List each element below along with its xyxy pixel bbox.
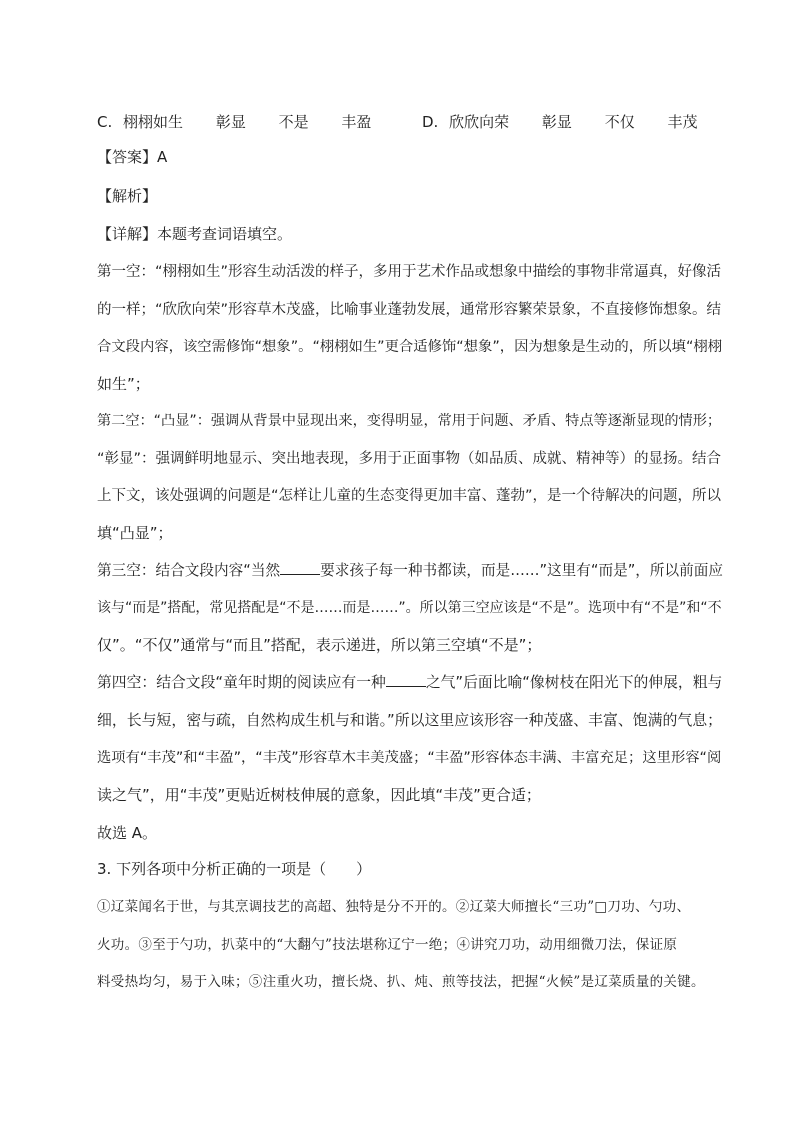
answer-line bbox=[97, 147, 167, 167]
paragraph-line: 如生”； bbox=[97, 375, 150, 393]
paragraph-text: 第三空：结合文段内容“当然 bbox=[97, 562, 281, 579]
paragraph-line: 该与“而是”搭配，常见搭配是“不是……而是……”。所以第三空应该是“不是”。选项中有“不是”和“不 bbox=[97, 600, 722, 616]
fill-blank bbox=[386, 686, 426, 687]
paragraph-line: 的一样；“欣欣向荣”形容草木茂盛，比喻事业蓬勃发展，通常形容繁荣景象，不直接修饰想象。结 bbox=[97, 302, 722, 318]
passage-line: ①辽菜闻名于世，与其烹调技艺的高超、独特是分不开的。②辽菜大师擅长“三功”□刀功、勺功、 bbox=[97, 899, 691, 915]
option-c-word: 不是 bbox=[278, 113, 309, 131]
paragraph-line: 第二空：“凸显”：强调从背景中显现出来，变得明显，常用于问题、矛盾、特点等逐渐显现的情形； bbox=[97, 413, 722, 429]
paragraph-line: 合文段内容，该空需修饰“想象”。“栩栩如生”更合适修饰“想象”，因为想象是生动的，所以填“栩栩 bbox=[97, 339, 723, 355]
paragraph-line: “彰显”：强调鲜明地显示、突出地表现，多用于正面事物（如品质、成就、精神等）的显扬。结合 bbox=[97, 451, 722, 467]
option-d-word: 丰茂 bbox=[667, 113, 698, 131]
option-d bbox=[422, 112, 698, 132]
paragraph-text: 要求孩子每一种书都读，而是……”这里有“而是”，所以前面应 bbox=[320, 562, 724, 579]
conclusion-line: 故选 A。 bbox=[97, 824, 158, 842]
option-d-word: 欣欣向荣 bbox=[449, 113, 510, 131]
option-c-word: 彰显 bbox=[215, 113, 246, 131]
paragraph-text: 第四空：结合文段“童年时期的阅读应有一种 bbox=[97, 674, 386, 691]
paragraph-line bbox=[97, 561, 723, 581]
question-3-stem: 3. 下列各项中分析正确的一项是（ ） bbox=[97, 860, 372, 878]
option-d-word: 不仅 bbox=[604, 113, 635, 131]
paragraph-line bbox=[97, 673, 722, 693]
paragraph-line: 仅”。“不仅”通常与“而且”搭配，表示递进，所以第三空填“不是”； bbox=[97, 636, 542, 654]
answer-value: A bbox=[157, 148, 168, 166]
option-d-label: D. bbox=[422, 113, 439, 131]
paragraph-line: 选项有“丰茂”和“丰盈”，“丰茂”形容草木丰美茂盛；“丰盈”形容体态丰满、丰富充足；这里形容“阅 bbox=[97, 750, 722, 766]
analysis-heading: 【解析】 bbox=[97, 187, 158, 205]
option-c-label: C. bbox=[97, 113, 113, 131]
option-c-word: 丰盈 bbox=[341, 113, 372, 131]
passage-line: 火功。③至于勺功，扒菜中的“大翻勺”技法堪称辽宁一绝；④讲究刀功，动用细微刀法，保证原 bbox=[97, 937, 678, 953]
option-d-word: 彰显 bbox=[541, 113, 572, 131]
option-c-word: 栩栩如生 bbox=[123, 113, 184, 131]
paragraph-line: 上下文，该处强调的问题是“怎样让儿童的生态变得更加丰富、蓬勃”，是一个待解决的问题，所以 bbox=[97, 488, 722, 504]
fill-blank bbox=[280, 574, 320, 575]
paragraph-line: 第一空：“栩栩如生”形容生动活泼的样子，多用于艺术作品或想象中描绘的事物非常逼真，好像活 bbox=[97, 264, 722, 280]
paragraph-text: 之气”后面比喻“像树枝在阳光下的伸展，粗与 bbox=[425, 674, 723, 691]
paragraph-line: 填“凸显”； bbox=[97, 524, 173, 542]
answer-label: 【答案】 bbox=[97, 148, 158, 166]
paragraph-line: 读之气”，用“丰茂”更贴近树枝伸展的意象，因此填“丰茂”更合适； bbox=[97, 786, 541, 804]
detail-line: 【详解】本题考查词语填空。 bbox=[97, 225, 293, 243]
paragraph-line: 细，长与短，密与疏，自然构成生机与和谐。”所以这里应该形容一种茂盛、丰富、饱满的气息； bbox=[97, 711, 723, 729]
option-c bbox=[97, 112, 371, 132]
passage-line: 料受热均匀，易于入味；⑤注重火功，擅长烧、扒、炖、煎等技法，把握“火候”是辽菜质量的关键。 bbox=[97, 974, 705, 990]
